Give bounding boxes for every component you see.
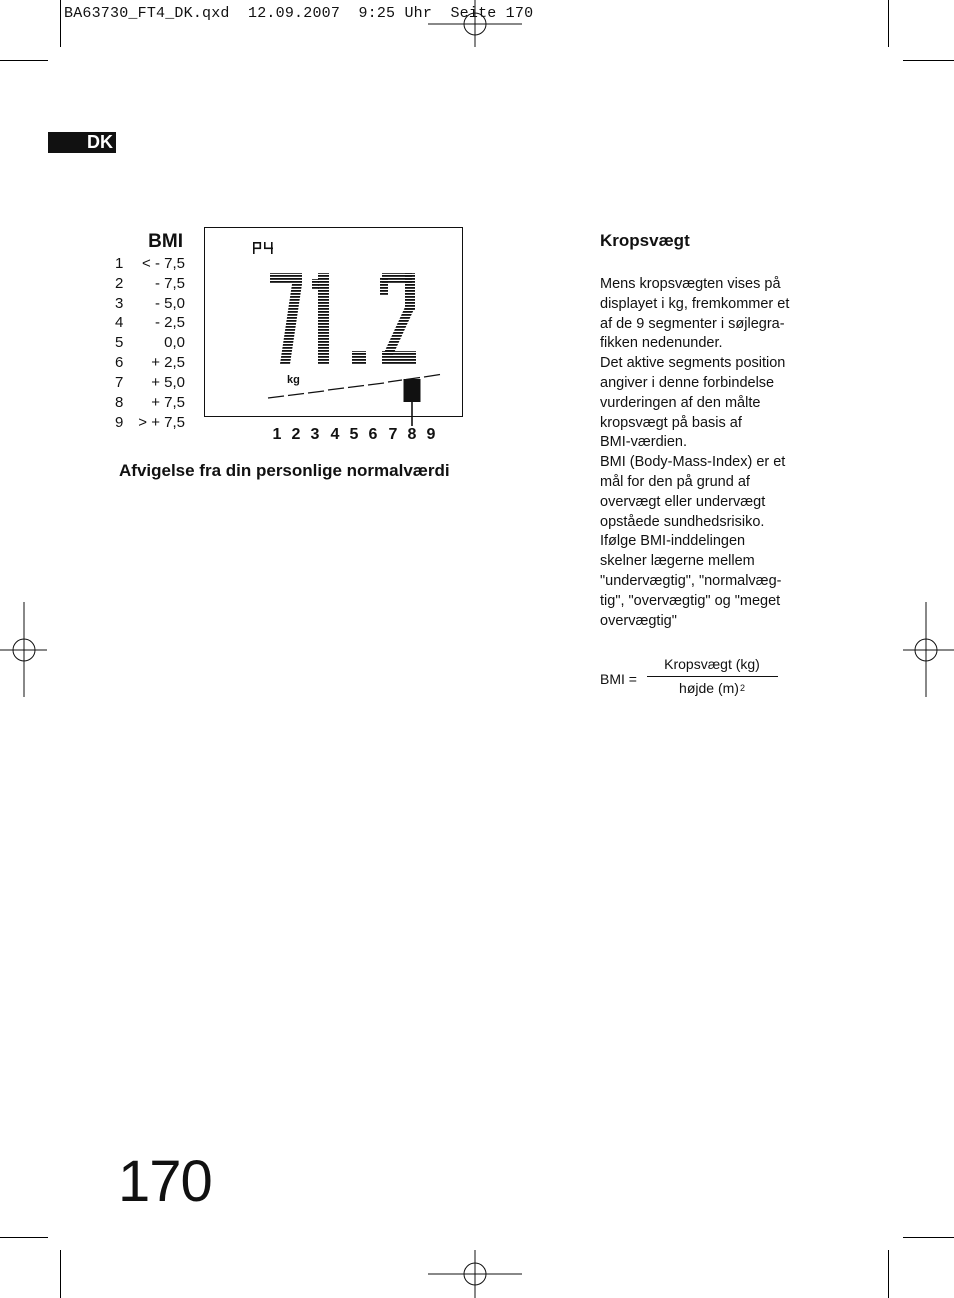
body-line: Det aktive segments position	[600, 355, 786, 371]
formula-denominator: højde (m)	[679, 680, 739, 696]
bmi-row-number: 8	[115, 394, 124, 411]
formula-lhs: BMI =	[600, 671, 637, 687]
weight-value-digits	[270, 273, 416, 364]
bmi-row-number: 3	[115, 295, 124, 312]
body-line: kropsvægt på basis af	[600, 415, 742, 431]
bmi-row-value: - 7,5	[154, 275, 185, 292]
body-line: displayet i kg, fremkommer et	[600, 296, 790, 312]
bmi-row	[115, 295, 185, 315]
bmi-row-number: 7	[115, 374, 124, 391]
unit-label: kg	[287, 374, 300, 386]
display-illustration	[204, 227, 461, 437]
bmi-row-number: 9	[115, 414, 124, 431]
body-line: Ifølge BMI-inddelingen	[600, 533, 746, 549]
bmi-row-value: > + 7,5	[138, 414, 185, 431]
segment-number: 7	[388, 426, 398, 443]
formula-numerator: Kropsvægt (kg)	[664, 656, 760, 672]
registration-mark-top	[428, 0, 522, 47]
registration-mark-bottom	[428, 1250, 522, 1298]
segment-number: 6	[368, 426, 378, 443]
fraction-bar	[647, 676, 778, 677]
bmi-row-value: 0,0	[164, 334, 185, 351]
registration-mark-left	[0, 602, 47, 697]
segment-number: 1	[272, 426, 282, 443]
body-line: vurderingen af den målte	[600, 395, 761, 411]
print-header: BA63730_FT4_DK.qxd 12.09.2007 9:25 Uhr Seite 170	[64, 5, 534, 22]
bmi-row	[115, 374, 185, 394]
body-line: overvægt eller undervægt	[600, 494, 766, 510]
bmi-row	[115, 394, 185, 414]
body-line: mål for den på grund af	[600, 474, 750, 490]
bmi-row	[115, 354, 185, 374]
body-line: af de 9 segmenter i søjlegra-	[600, 316, 785, 332]
language-tab: DK	[48, 132, 116, 153]
body-line: overvægtig"	[600, 613, 677, 629]
bmi-row-value: + 5,0	[151, 374, 185, 391]
active-segment-bar	[404, 379, 421, 402]
segment-number: 2	[291, 426, 301, 443]
body-line: angiver i denne forbindelse	[600, 375, 775, 391]
segment-number: 8	[407, 426, 417, 443]
bmi-row-number: 5	[115, 334, 124, 351]
body-line: "undervægtig", "normalvæg-	[600, 573, 782, 589]
formula-exponent: 2	[739, 683, 745, 693]
bmi-row-value: - 5,0	[154, 295, 185, 312]
page-number: 170	[118, 1149, 212, 1214]
body-line: tig", "overvægtig" og "meget	[600, 593, 781, 609]
bmi-table-title: BMI	[148, 231, 183, 252]
bmi-row-number: 1	[115, 255, 124, 272]
bmi-row-value: < - 7,5	[142, 255, 185, 272]
bmi-row-value: - 2,5	[154, 314, 185, 331]
deviation-caption: Afvigelse fra din personlige normalværdi	[119, 461, 450, 480]
bmi-row-value: + 7,5	[151, 394, 185, 411]
bmi-row-number: 2	[115, 275, 124, 292]
bmi-row-number: 6	[115, 354, 124, 371]
body-line: BMI-værdien.	[600, 434, 688, 450]
bmi-row-value: + 2,5	[151, 354, 185, 371]
bmi-row	[115, 275, 185, 295]
bmi-row	[115, 314, 185, 334]
segment-number: 5	[349, 426, 359, 443]
formula-denominator-wrap	[647, 680, 777, 696]
user-code	[253, 242, 273, 254]
segment-number: 9	[426, 426, 436, 443]
segment-number: 4	[330, 426, 340, 443]
body-line: Mens kropsvægten vises på	[600, 276, 781, 292]
registration-mark-right	[903, 602, 954, 697]
segment-number: 3	[310, 426, 320, 443]
bmi-row	[115, 414, 185, 434]
body-line: BMI (Body-Mass-Index) er et	[600, 454, 786, 470]
bmi-row	[115, 334, 185, 354]
body-line: skelner lægerne mellem	[600, 553, 755, 569]
section-title: Kropsvægt	[600, 231, 690, 250]
bmi-row-number: 4	[115, 314, 124, 331]
body-line: fikken nedenunder.	[600, 335, 723, 351]
body-line: opståede sundhedsrisiko.	[600, 514, 765, 530]
bmi-row	[115, 255, 185, 275]
